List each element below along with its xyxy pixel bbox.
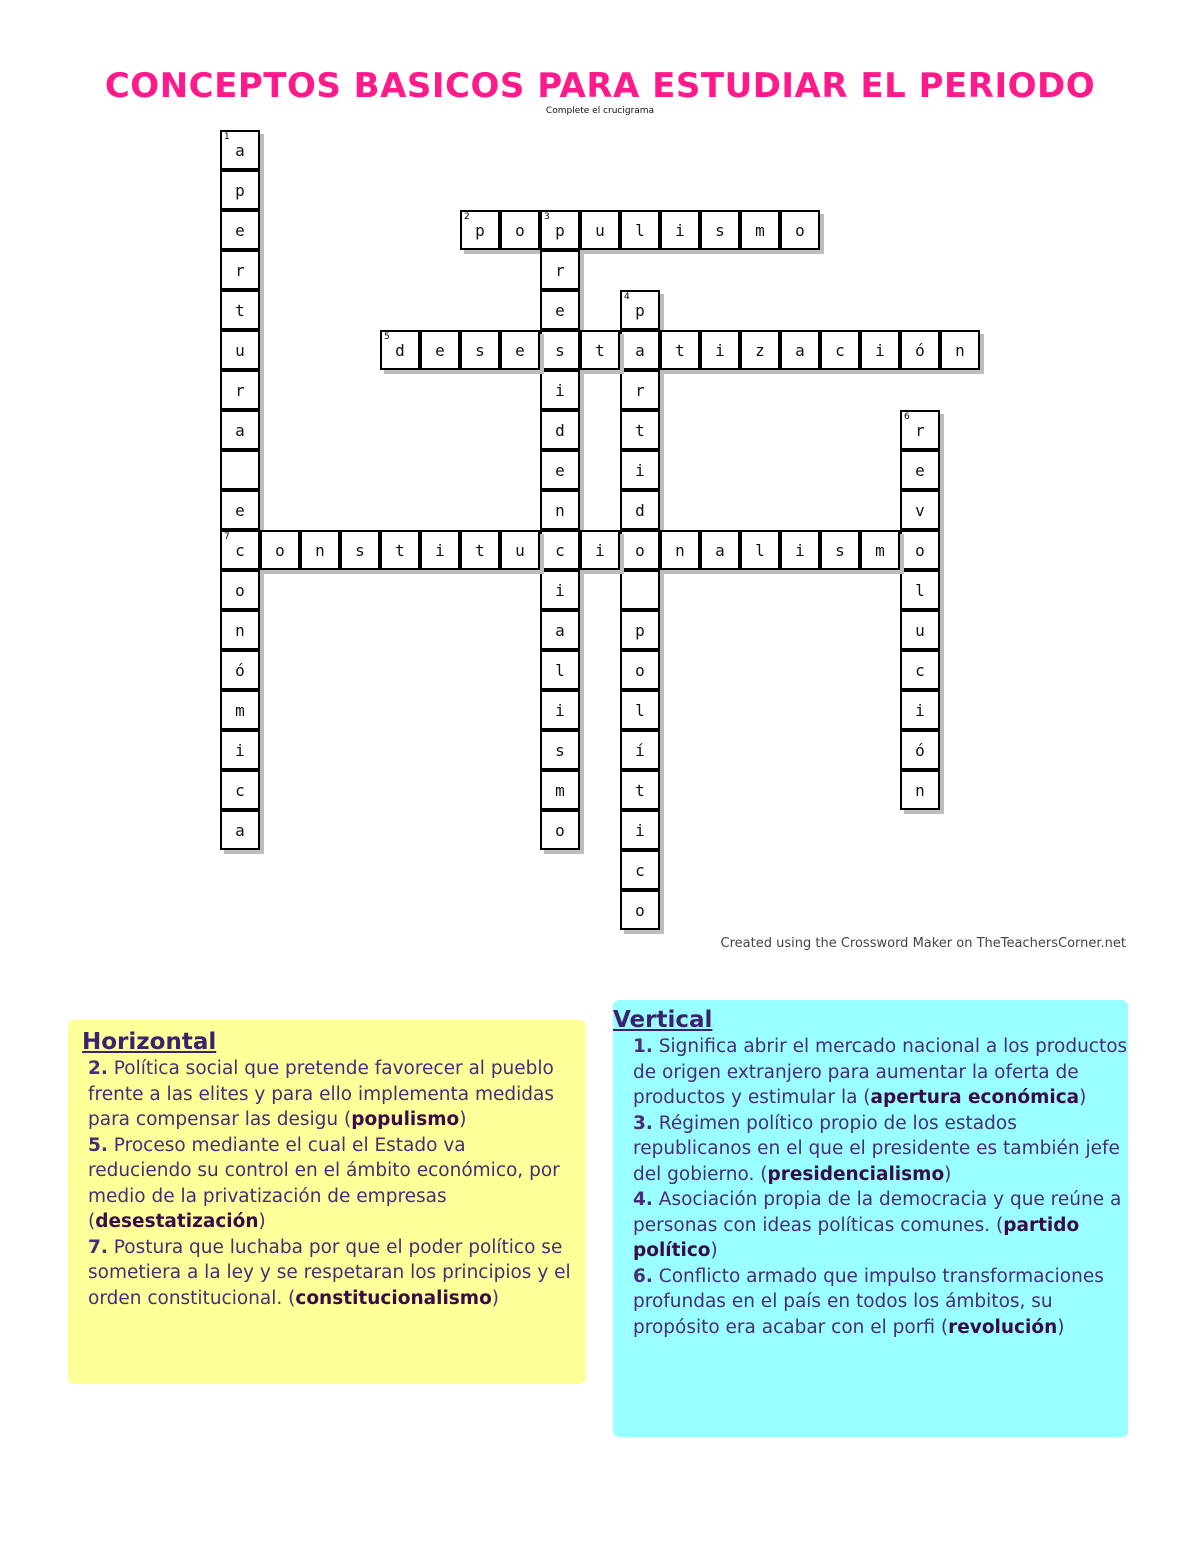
crossword-cell [220,810,260,850]
cell-letter: t [395,540,405,560]
crossword-cell [820,530,860,570]
crossword-cell [900,330,940,370]
crossword-cell [780,210,820,250]
cell-letter: i [795,540,805,560]
cell-letter: s [715,220,725,240]
crossword-cell [540,690,580,730]
crossword-cell [740,210,780,250]
crossword-cell [900,770,940,810]
crossword-cell [220,570,260,610]
cell-letter: s [475,340,485,360]
clue-close: ) [459,1109,467,1130]
cell-letter: o [795,220,805,240]
cell-letter: z [755,340,765,360]
cell-letter: a [235,820,245,840]
cell-letter: t [675,340,685,360]
clue-number-label: 2. [88,1058,108,1079]
crossword-cell [420,330,460,370]
cell-letter: e [515,340,525,360]
crossword-cell [220,290,260,330]
cell-letter: l [915,580,925,600]
cell-letter: i [715,340,725,360]
clue-number-label: 6. [633,1265,653,1287]
crossword-cell [940,330,980,370]
clue-close: ) [1057,1316,1065,1338]
crossword-cell [620,650,660,690]
clue-number-label: 1. [633,1036,653,1057]
cell-letter: c [835,340,845,360]
clue-answer: apertura económica [870,1087,1080,1108]
clue-number: 7 [224,532,230,542]
crossword-cell [860,530,900,570]
crossword-cell [620,490,660,530]
clue-item [82,1133,572,1235]
clue-close: ) [944,1163,952,1185]
crossword-cell [500,210,540,250]
cell-letter: i [235,740,245,760]
crossword-cell [540,730,580,770]
clue-text: Proceso mediante el cual el Estado va reduciendo su control en el ámbito económico, por medio de la privatización de empresas ( [88,1134,560,1232]
cell-letter: a [235,420,245,440]
cell-letter: s [355,540,365,560]
crossword-cell [900,490,940,530]
crossword-cell [540,770,580,810]
clue-text: Asociación propia de la democracia y que reúne a personas con ideas políticas comunes. ( [633,1189,1122,1236]
cell-letter: o [555,820,565,840]
crossword-cell [900,610,940,650]
clue-answer: populismo [351,1109,460,1130]
crossword-cell [380,330,420,370]
clue-number-label: 7. [88,1236,108,1258]
cell-letter: o [235,580,245,600]
cell-letter: t [635,780,645,800]
cell-letter: p [555,220,565,240]
clue-item [613,1111,1128,1188]
cell-letter: i [915,700,925,720]
crossword-cell [540,570,580,610]
clue-number-label: 5. [88,1134,108,1156]
clue-answer: presidencialismo [767,1163,945,1185]
crossword-cell [900,450,940,490]
cell-letter: i [555,700,565,720]
cell-letter: a [635,340,645,360]
crossword-cell [620,730,660,770]
clue-text: Significa abrir el mercado nacional a los productos de origen extranjero para aumentar la oferta de productos y estimular la ( [633,1036,1128,1108]
cell-letter: r [235,380,245,400]
crossword-cell [620,410,660,450]
crossword-cell [220,410,260,450]
crossword-cell [700,530,740,570]
cell-letter: r [555,260,565,280]
crossword-cell [220,610,260,650]
cell-letter: i [635,460,645,480]
cell-letter: i [555,380,565,400]
crossword-cell [540,330,580,370]
cell-letter: l [635,220,645,240]
cell-letter: n [955,340,965,360]
cell-letter: i [675,220,685,240]
cell-letter: n [235,620,245,640]
cell-letter: l [755,540,765,560]
crossword-cell [660,210,700,250]
cell-letter: i [635,820,645,840]
cell-letter: c [635,860,645,880]
page-subtitle: Complete el crucigrama [545,106,655,116]
crossword-cell [380,530,420,570]
crossword-cell [620,330,660,370]
cell-letter: i [555,580,565,600]
cell-letter: a [795,340,805,360]
cell-letter: c [555,540,565,560]
cell-letter: t [635,420,645,440]
crossword-cell [660,330,700,370]
cell-letter: ó [915,740,925,760]
crossword-cell [540,250,580,290]
crossword-cell [620,530,660,570]
cell-letter: n [675,540,685,560]
crossword-cell [620,610,660,650]
clue-close: ) [1079,1087,1087,1108]
crossword-cell [540,530,580,570]
crossword-cell [220,490,260,530]
clue-text: Postura que luchaba por que el poder político se sometiera a la ley y se respetaran los principios y el orden constitucional. ( [88,1236,571,1309]
cell-letter: p [635,620,645,640]
crossword-cell [540,810,580,850]
crossword-cell [900,410,940,450]
clue-item [82,1235,572,1312]
cell-letter: s [555,740,565,760]
crossword-cell [540,610,580,650]
crossword-cell [620,770,660,810]
crossword-cell [900,650,940,690]
cell-letter: e [555,300,565,320]
crossword-cell [700,210,740,250]
crossword-cell [620,570,660,610]
cell-letter: o [635,900,645,920]
crossword-cell [220,770,260,810]
cell-letter: a [715,540,725,560]
cell-letter: e [235,220,245,240]
cell-letter: c [915,660,925,680]
crossword-cell [300,530,340,570]
cell-letter: s [835,540,845,560]
crossword-cell [660,530,700,570]
crossword-cell [620,890,660,930]
cell-letter: m [875,540,885,560]
cell-letter: n [315,540,325,560]
horizontal-heading: Horizontal [82,1029,217,1055]
clue-number: 4 [624,292,630,302]
clue-text: Régimen político propio de los estados republicanos en el que el presidente es también jefe del gobierno. ( [633,1112,1120,1185]
clue-item [613,1264,1128,1341]
crossword-cell [900,690,940,730]
cell-letter: a [555,620,565,640]
crossword-cell [540,450,580,490]
crossword-cell [900,730,940,770]
cell-letter: l [635,700,645,720]
cell-letter: c [235,540,245,560]
cell-letter: u [915,620,925,640]
cell-letter: m [235,700,245,720]
cell-letter: e [235,500,245,520]
crossword-cell [580,330,620,370]
crossword-cell [220,170,260,210]
crossword-cell [460,530,500,570]
cell-letter: i [875,340,885,360]
cell-letter: l [555,660,565,680]
cell-letter: r [235,260,245,280]
cell-letter: p [635,300,645,320]
crossword-cell [220,530,260,570]
cell-letter: t [235,300,245,320]
cell-letter: ó [235,660,245,680]
crossword-cell [860,330,900,370]
cell-letter: u [515,540,525,560]
crossword-cell [460,210,500,250]
clue-item [613,1187,1128,1264]
vertical-heading: Vertical [613,1007,713,1033]
crossword-cell [820,330,860,370]
clue-number-label: 3. [633,1112,653,1134]
crossword-cell [620,210,660,250]
crossword-cell [620,850,660,890]
crossword-cell [220,450,260,490]
clue-close: ) [710,1240,718,1261]
crossword-cell [220,130,260,170]
clue-answer: partido político [633,1214,1080,1261]
cell-letter: e [555,460,565,480]
cell-letter: ó [915,340,925,360]
crossword-cell [220,330,260,370]
cell-letter: p [475,220,485,240]
cell-letter: m [555,780,565,800]
horizontal-clue-list [82,1056,572,1311]
clue-close: ) [258,1211,266,1232]
cell-letter: s [555,340,565,360]
cell-letter: d [555,420,565,440]
crossword-cell [620,370,660,410]
cell-letter: t [475,540,485,560]
cell-letter: m [755,220,765,240]
clue-item [613,1034,1128,1111]
clue-answer: constitucionalismo [295,1287,492,1309]
crossword-cell [740,330,780,370]
cell-letter: o [915,540,925,560]
cell-letter: n [915,780,925,800]
cell-letter: u [595,220,605,240]
cell-letter: t [595,340,605,360]
crossword-cell [540,290,580,330]
cell-letter: í [635,740,645,760]
cell-letter: r [635,380,645,400]
cell-letter: p [235,180,245,200]
cell-letter: v [915,500,925,520]
horizontal-clues-panel [68,1020,586,1384]
crossword-cell [540,210,580,250]
vertical-clues-panel [613,1000,1128,1437]
cell-letter: e [915,460,925,480]
crossword-cell [540,650,580,690]
cell-letter: r [915,420,925,440]
crossword-cell [220,370,260,410]
cell-letter: n [555,500,565,520]
crossword-cell [620,290,660,330]
crossword-credit: Created using the Crossword Maker on TheTeachersCorner.net [720,936,1126,951]
crossword-cell [500,530,540,570]
cell-letter: o [275,540,285,560]
crossword-cell [580,210,620,250]
crossword-cell [620,450,660,490]
clue-number: 2 [464,212,470,222]
cell-letter: o [635,660,645,680]
cell-letter: i [595,540,605,560]
clue-number: 5 [384,332,390,342]
cell-letter: d [635,500,645,520]
crossword-cell [780,330,820,370]
crossword-cell [260,530,300,570]
cell-letter: o [515,220,525,240]
cell-letter: a [235,140,245,160]
crossword-cell [620,690,660,730]
clue-item [82,1056,572,1133]
clue-text: Política social que pretende favorecer al pueblo frente a las elites y para ello implementa medidas para compensar las desigu ( [88,1058,554,1130]
cell-letter: e [435,340,445,360]
crossword-cell [540,410,580,450]
crossword-cell [740,530,780,570]
clue-text: Conflicto armado que impulso transformaciones profundas en el país en todos los ámbitos, su propósito era acabar con el porfi ( [633,1265,1104,1338]
crossword-cell [900,530,940,570]
clue-answer: desestatización [95,1211,259,1232]
crossword-cell [460,330,500,370]
page-title: CONCEPTOS BASICOS PARA ESTUDIAR EL PERIODO [104,66,1096,106]
cell-letter: u [235,340,245,360]
clue-number-label: 4. [633,1189,653,1210]
clue-close: ) [491,1287,500,1309]
cell-letter: i [435,540,445,560]
crossword-cell [540,490,580,530]
vertical-clue-list [613,1034,1128,1340]
clue-number: 3 [544,212,550,222]
crossword-cell [580,530,620,570]
crossword-cell [620,810,660,850]
cell-letter: d [395,340,405,360]
crossword-cell [340,530,380,570]
crossword-cell [780,530,820,570]
clue-answer: revolución [948,1316,1058,1338]
crossword-cell [220,650,260,690]
crossword-cell [220,730,260,770]
clue-number: 1 [224,132,230,142]
clue-number: 6 [904,412,910,422]
crossword-cell [420,530,460,570]
crossword-cell [700,330,740,370]
cell-letter: c [235,780,245,800]
crossword-cell [220,690,260,730]
crossword-cell [220,250,260,290]
crossword-cell [220,210,260,250]
cell-letter: o [635,540,645,560]
crossword-cell [900,570,940,610]
crossword-cell [500,330,540,370]
crossword-cell [540,370,580,410]
